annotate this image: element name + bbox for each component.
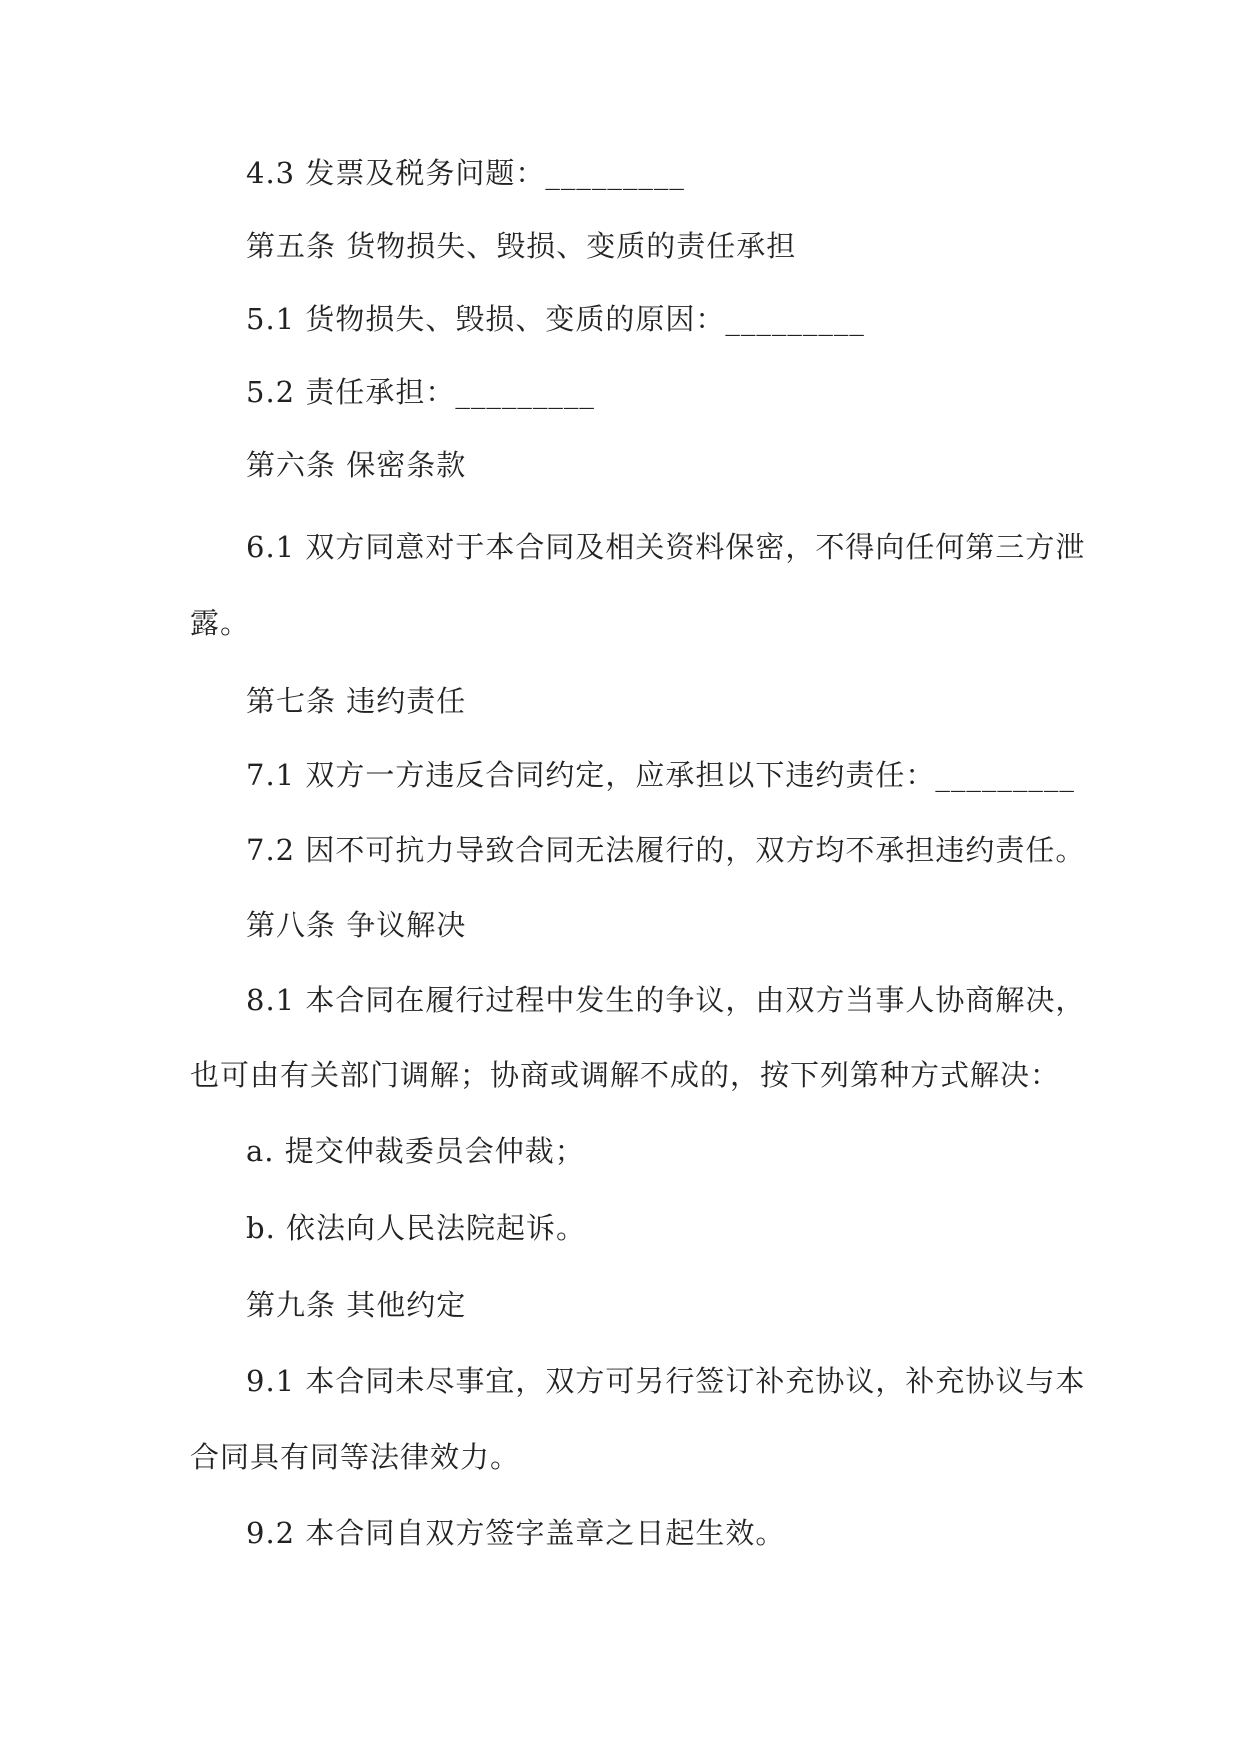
clause-4-3: 4.3 发票及税务问题：_________ (246, 156, 685, 190)
option-a: a. 提交仲裁委员会仲裁； (246, 1134, 585, 1168)
article-8-heading: 第八条 争议解决 (246, 908, 467, 942)
clause-9-2: 9.2 本合同自双方签字盖章之日起生效。 (246, 1516, 786, 1550)
clause-5-2: 5.2 责任承担：_________ (246, 375, 595, 409)
clause-6-1-continued: 露。 (190, 606, 251, 640)
article-6-heading: 第六条 保密条款 (246, 448, 467, 482)
clause-7-1: 7.1 双方一方违反合同约定，应承担以下违约责任：_________ (246, 758, 1075, 792)
article-7-heading: 第七条 违约责任 (246, 684, 467, 718)
article-9-heading: 第九条 其他约定 (246, 1288, 467, 1322)
clause-9-1-continued: 合同具有同等法律效力。 (190, 1440, 521, 1474)
clause-8-1-continued: 也可由有关部门调解；协商或调解不成的，按下列第种方式解决： (190, 1058, 1061, 1092)
article-5-heading: 第五条 货物损失、毁损、变质的责任承担 (246, 229, 797, 263)
clause-7-2: 7.2 因不可抗力导致合同无法履行的，双方均不承担违约责任。 (246, 833, 1086, 867)
option-b: b. 依法向人民法院起诉。 (246, 1211, 587, 1245)
clause-8-1: 8.1 本合同在履行过程中发生的争议，由双方当事人协商解决， (246, 983, 1086, 1017)
clause-6-1: 6.1 双方同意对于本合同及相关资料保密，不得向任何第三方泄 (246, 530, 1086, 564)
clause-5-1: 5.1 货物损失、毁损、变质的原因：_________ (246, 302, 865, 336)
clause-9-1: 9.1 本合同未尽事宜，双方可另行签订补充协议，补充协议与本 (246, 1364, 1086, 1398)
